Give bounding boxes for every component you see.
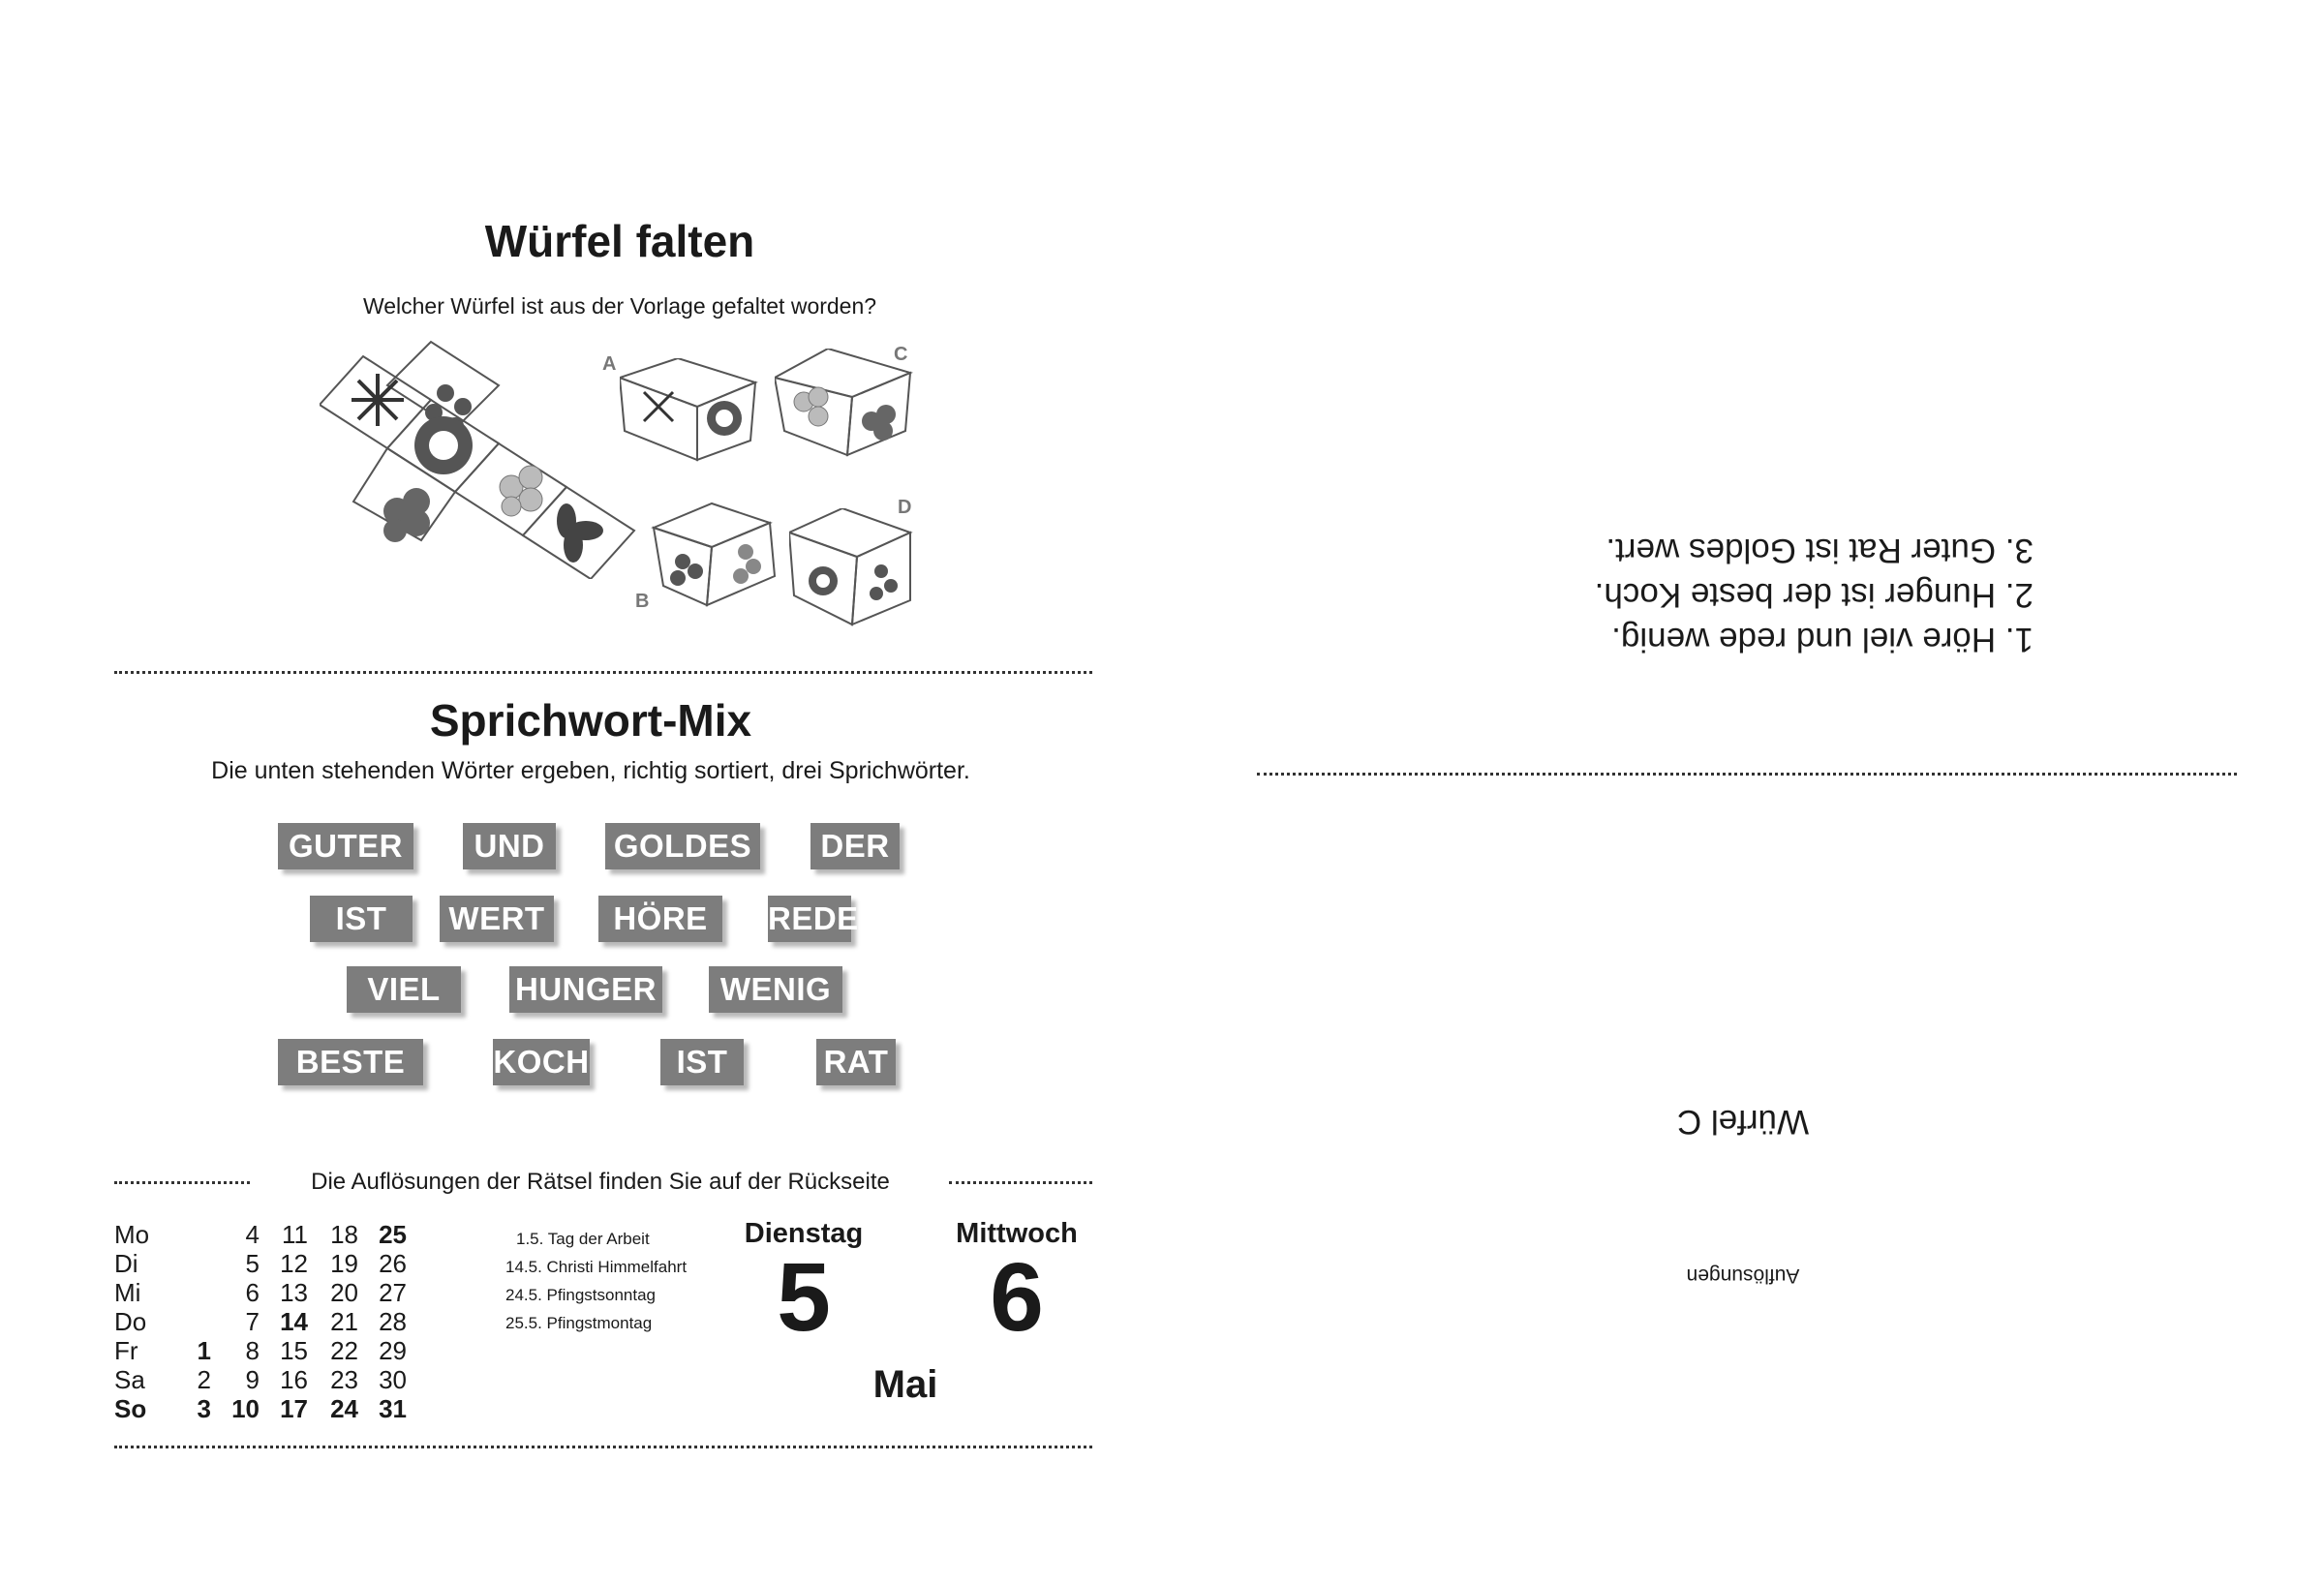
- word-tile: GUTER: [278, 823, 413, 869]
- word-tile: GOLDES: [605, 823, 760, 869]
- holiday-item: 1.5. Tag der Arbeit: [516, 1230, 650, 1248]
- month-label: Mai: [872, 1363, 938, 1406]
- cube-b-label: B: [635, 591, 650, 612]
- calendar-date: 13: [280, 1278, 308, 1307]
- word-tile: IST: [310, 896, 413, 942]
- calendar-date: 2: [197, 1365, 211, 1394]
- cube-d-label: D: [898, 497, 912, 518]
- weekday-label: Sa: [114, 1365, 145, 1394]
- word-tile: BESTE: [278, 1039, 423, 1085]
- solution-cube: Würfel C: [1676, 1103, 1810, 1141]
- divider-2-right: [949, 1181, 1092, 1184]
- calendar-date: 18: [330, 1220, 358, 1249]
- weekday-label: Mo: [114, 1220, 150, 1249]
- word-tile: RAT: [816, 1039, 896, 1085]
- calendar-date: 14: [280, 1307, 308, 1336]
- divider-1: [114, 671, 1092, 674]
- calendar-date: 24: [330, 1394, 358, 1423]
- solution-proverb: 2. Hunger ist der beste Koch.: [1594, 576, 2034, 614]
- calendar-date: 20: [330, 1278, 358, 1307]
- cube-b-illustration: [649, 499, 789, 610]
- day1-name: Dienstag: [744, 1218, 864, 1249]
- cube-a-label: A: [602, 353, 617, 375]
- calendar-date: 25: [379, 1220, 407, 1249]
- cube-d-illustration: [789, 508, 925, 629]
- word-tile: IST: [660, 1039, 744, 1085]
- calendar-date: 17: [280, 1394, 308, 1423]
- weekday-label: Mi: [114, 1278, 141, 1307]
- calendar-date: 5: [245, 1249, 260, 1278]
- word-tile: HÖRE: [598, 896, 722, 942]
- calendar-date: 10: [231, 1394, 260, 1423]
- weekday-label: Di: [114, 1249, 138, 1278]
- day1-number: 5: [777, 1243, 831, 1352]
- word-tile: KOCH: [493, 1039, 590, 1085]
- divider-2-left: [114, 1181, 250, 1184]
- word-tile: VIEL: [347, 966, 461, 1013]
- cube-c-label: C: [894, 344, 908, 365]
- solutions-label: Auflösungen: [1686, 1264, 1800, 1287]
- calendar-date: 31: [379, 1394, 407, 1423]
- calendar-date: 30: [379, 1365, 407, 1394]
- calendar-date: 23: [330, 1365, 358, 1394]
- holiday-item: 25.5. Pfingstmontag: [505, 1314, 653, 1332]
- word-tile: DER: [810, 823, 900, 869]
- solution-proverb: 3. Guter Rat ist Goldes wert.: [1605, 532, 2034, 569]
- word-tile: WERT: [440, 896, 554, 942]
- calendar-date: 26: [379, 1249, 407, 1278]
- puzzle-proverb-title: Sprichwort-Mix: [429, 695, 752, 746]
- calendar-date: 16: [280, 1365, 308, 1394]
- word-tile: WENIG: [709, 966, 842, 1013]
- cube-a-illustration: [620, 358, 760, 465]
- calendar-date: 22: [330, 1336, 358, 1365]
- flower-sun-icon: [352, 374, 404, 426]
- weekday-label: Do: [114, 1307, 147, 1336]
- calendar-date: 21: [330, 1307, 358, 1336]
- puzzle-cube-title: Würfel falten: [484, 216, 755, 266]
- weekday-label: Fr: [114, 1336, 138, 1365]
- calendar-date: 12: [280, 1249, 308, 1278]
- word-tile: HUNGER: [509, 966, 662, 1013]
- calendar-date: 8: [245, 1336, 260, 1365]
- day2-name: Mittwoch: [956, 1218, 1078, 1249]
- puzzle-cube-question: Welcher Würfel ist aus der Vorlage gefaltet worden?: [362, 293, 877, 319]
- holiday-item: 24.5. Pfingstsonntag: [505, 1286, 657, 1304]
- calendar-date: 4: [245, 1220, 260, 1249]
- footer-note: Die Auflösungen der Rätsel finden Sie auf der Rückseite: [311, 1169, 890, 1195]
- day2-number: 6: [990, 1243, 1044, 1352]
- calendar-date: 1: [197, 1336, 211, 1365]
- solution-proverb: 1. Höre viel und rede wenig.: [1611, 621, 2034, 658]
- calendar-date: 9: [245, 1365, 260, 1394]
- calendar-date: 19: [330, 1249, 358, 1278]
- cube-net-illustration: [320, 337, 639, 579]
- divider-right: [1257, 773, 2237, 776]
- calendar-date: 6: [245, 1278, 260, 1307]
- calendar-date: 15: [280, 1336, 308, 1365]
- calendar-date: 27: [379, 1278, 407, 1307]
- solutions-proverbs: [1433, 528, 2034, 661]
- word-tile: REDE: [768, 896, 851, 942]
- calendar-date: 29: [379, 1336, 407, 1365]
- calendar-date: 3: [197, 1394, 211, 1423]
- word-tile: UND: [463, 823, 556, 869]
- calendar-date: 11: [282, 1220, 308, 1249]
- holiday-item: 14.5. Christi Himmelfahrt: [505, 1258, 688, 1276]
- puzzle-proverb-instruction: Die unten stehenden Wörter ergeben, richtig sortiert, drei Sprichwörter.: [211, 757, 970, 784]
- weekday-label: So: [114, 1394, 147, 1423]
- calendar-date: 28: [379, 1307, 407, 1336]
- calendar-date: 7: [245, 1307, 260, 1336]
- divider-3: [114, 1446, 1092, 1448]
